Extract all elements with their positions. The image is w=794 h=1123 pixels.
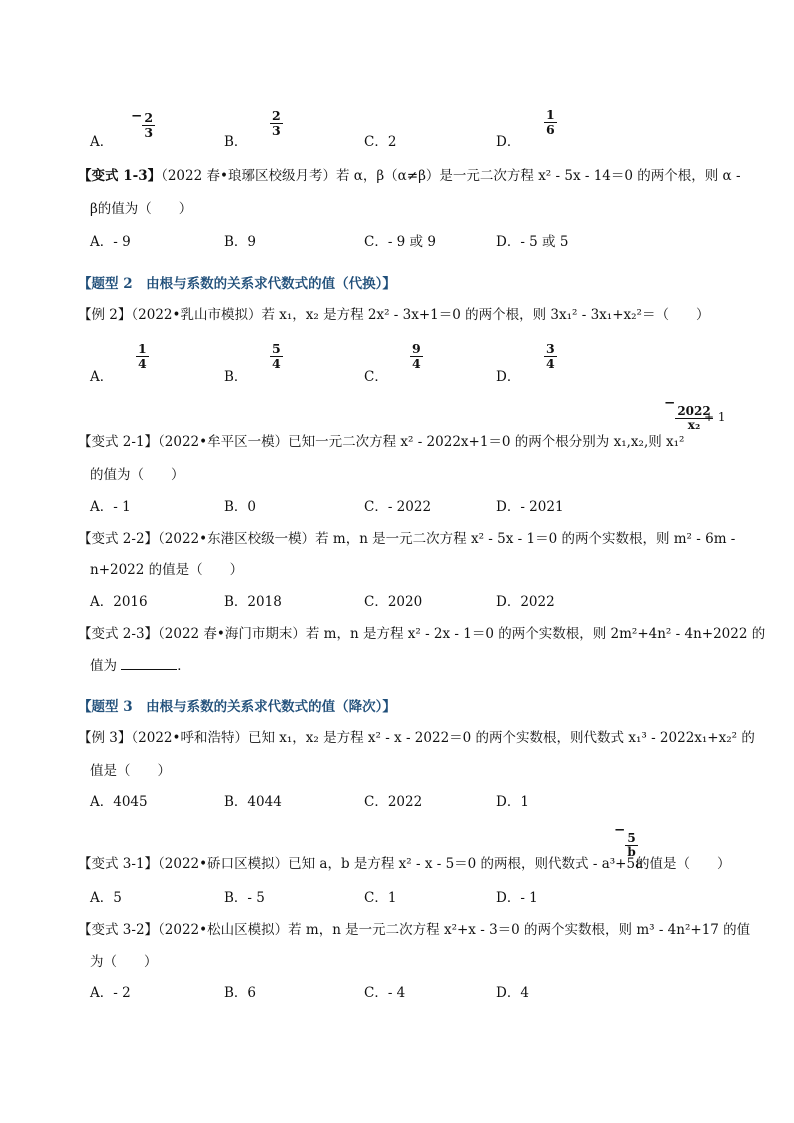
question-text: （2022•东港区校级一模）若 m，n 是一元二次方程 x² - 5x - 1＝0 的两个实数根，则 m² - 6m - xyxy=(158,531,736,547)
variant-2-1-line2: 的值为（ ） xyxy=(90,467,185,483)
question-text: （2022•牟平区一模）已知一元二次方程 x² - 2022x+1＝0 的两个根分别为 x₁,x₂,则 x₁² xyxy=(158,434,685,450)
option-value: 2 xyxy=(387,134,397,150)
denominator: 4 xyxy=(138,355,147,371)
minus-sign: − xyxy=(614,822,626,838)
question-text: （2022 春•海门市期末）若 m，n 是方程 x² - 2x - 1＝0 的两个实数根，则 2m²+4n² - 4n+2022 的 xyxy=(158,626,766,642)
minus-sign: − xyxy=(664,395,676,411)
option-d xyxy=(496,130,520,150)
text: 值为 xyxy=(90,658,117,674)
option-b: B．9 xyxy=(224,234,257,250)
question-text: （2022•松山区模拟）若 m，n 是一元二次方程 x²+x - 3＝0 的两个实数根，则 m³ - 4n²+17 的值 xyxy=(158,922,751,938)
fraction-1-6 xyxy=(544,107,557,137)
option-c: C． xyxy=(364,369,388,385)
denominator: 4 xyxy=(412,355,421,371)
variant-1-3-line2: β的值为（ ） xyxy=(90,201,193,217)
option-label: C． xyxy=(364,134,388,150)
question-tag: 【变式 2-2】 xyxy=(78,531,159,547)
option-c xyxy=(364,130,396,150)
numerator: 9 xyxy=(412,341,421,356)
section-heading-type-3: 【题型 3 由根与系数的关系求代数式的值（降次）】 xyxy=(78,699,396,715)
fraction-5-4 xyxy=(270,341,283,371)
question-text: （2022•乳山市模拟）若 x₁，x₂ 是方程 2x² - 3x+1＝0 的两个根，则 3x₁² - 3x₁+x₂²＝（ ） xyxy=(131,307,710,323)
variant-2-2-line1 xyxy=(78,527,735,547)
numerator: 2 xyxy=(144,110,154,125)
denominator: 3 xyxy=(272,122,281,138)
exponent-fraction xyxy=(614,822,638,860)
variant-1-3-line1 xyxy=(78,164,741,184)
fraction-3-4 xyxy=(544,341,557,371)
minus-sign: − xyxy=(131,108,143,124)
fraction-neg-2-3 xyxy=(131,110,155,140)
option-c: C．- 2022 xyxy=(364,499,432,515)
exponent-tail: + 1 xyxy=(704,410,726,424)
numerator: 1 xyxy=(546,107,555,122)
option-d: D．4 xyxy=(496,985,529,1001)
variant-2-3-line2 xyxy=(90,654,191,674)
variant-3-2-line1 xyxy=(78,918,750,938)
question-tag: 【变式 2-3】 xyxy=(78,626,159,642)
option-a: A．- 2 xyxy=(90,985,131,1001)
option-label: B． xyxy=(224,134,248,150)
denominator: b xyxy=(627,845,636,860)
variant-2-1-line1 xyxy=(78,430,684,450)
option-c: C．2020 xyxy=(364,594,423,610)
option-d: D．- 1 xyxy=(496,890,538,906)
option-b: B．0 xyxy=(224,499,257,515)
variant-3-1-tail: 的值是（ ） xyxy=(636,856,731,872)
option-c: C．2022 xyxy=(364,794,423,810)
fraction-9-4 xyxy=(410,341,423,371)
example-3-line1 xyxy=(78,726,755,746)
variant-3-2-line2: 为（ ） xyxy=(90,954,158,970)
question-text: （2022 春•琅琊区校级月考）若 α，β（α≠β）是一元二次方程 x² - 5x - 14＝0 的两个根，则 α - xyxy=(161,168,741,184)
option-c: C．- 4 xyxy=(364,985,406,1001)
option-a: A．- 9 xyxy=(90,234,131,250)
example-2-line1 xyxy=(78,303,709,323)
numerator: 5 xyxy=(627,831,636,845)
question-text: （2022•呼和浩特）已知 x₁，x₂ 是方程 x² - x - 2022＝0 的两个实数根，则代数式 x₁³ - 2022x₁+x₂² 的 xyxy=(131,730,755,746)
option-a: A．5 xyxy=(90,890,122,906)
option-b: B．4044 xyxy=(224,794,282,810)
fraction-2-3 xyxy=(270,108,283,138)
denominator: 6 xyxy=(546,121,555,137)
option-d: D． xyxy=(496,369,521,385)
option-a: A．- 1 xyxy=(90,499,131,515)
denominator: 4 xyxy=(272,355,281,371)
text: ． xyxy=(177,658,191,674)
option-c: C．- 9 或 9 xyxy=(364,234,436,250)
option-d: D．2022 xyxy=(496,594,555,610)
example-3-line2: 值是（ ） xyxy=(90,763,171,779)
numerator: 5 xyxy=(272,341,281,356)
option-a: A． xyxy=(90,369,114,385)
variant-2-3-line1 xyxy=(78,622,765,642)
question-text: （2022•硚口区模拟）已知 a，b 是方程 x² - x - 5＝0 的两根，则代数式 - a³+5a xyxy=(158,856,644,872)
question-tag: 【变式 2-1】 xyxy=(78,434,159,450)
option-c: C．1 xyxy=(364,890,397,906)
option-b: B．6 xyxy=(224,985,257,1001)
denominator: x₂ xyxy=(687,418,701,433)
section-heading-type-2: 【题型 2 由根与系数的关系求代数式的值（代换）】 xyxy=(78,276,396,292)
option-d: D．1 xyxy=(496,794,529,810)
question-tag: 【变式 3-1】 xyxy=(78,856,159,872)
option-b xyxy=(224,130,247,150)
answer-blank[interactable] xyxy=(121,657,177,670)
numerator: 3 xyxy=(546,341,555,356)
question-tag: 【变式 1-3】 xyxy=(78,168,162,184)
option-label: A． xyxy=(90,134,114,150)
option-b: B． xyxy=(224,369,248,385)
option-label: D． xyxy=(496,134,521,150)
fraction-1-4 xyxy=(136,341,149,371)
numerator: 2 xyxy=(272,108,281,123)
numerator: 1 xyxy=(138,341,147,356)
denominator: 3 xyxy=(144,124,154,140)
question-tag: 【变式 3-2】 xyxy=(78,922,159,938)
numerator: 2022 xyxy=(677,404,711,418)
variant-2-2-line2: n+2022 的值是（ ） xyxy=(90,562,244,578)
option-d: D．- 5 或 5 xyxy=(496,234,569,250)
option-a: A．4045 xyxy=(90,794,148,810)
option-b: B．- 5 xyxy=(224,890,265,906)
question-tag: 【例 2】 xyxy=(78,307,132,323)
variant-3-1-line1 xyxy=(78,852,643,872)
denominator: 4 xyxy=(546,355,555,371)
question-tag: 【例 3】 xyxy=(78,730,132,746)
option-b: B．2018 xyxy=(224,594,282,610)
option-d: D．- 2021 xyxy=(496,499,564,515)
option-a xyxy=(90,130,113,150)
option-a: A．2016 xyxy=(90,594,148,610)
